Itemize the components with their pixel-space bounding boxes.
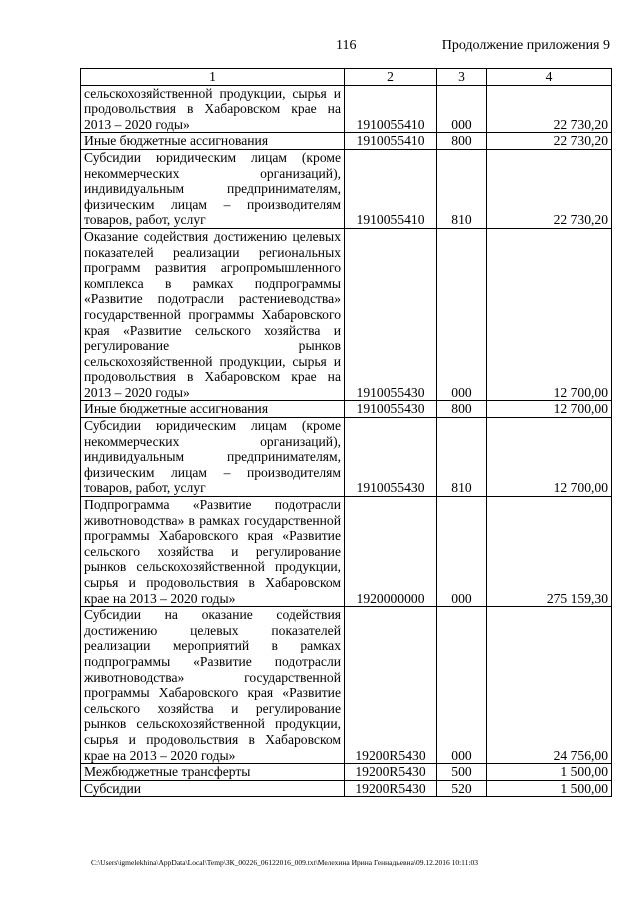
- row-amount: 12 700,00: [487, 418, 612, 497]
- row-expense-type: 000: [437, 228, 487, 401]
- row-amount: 1 500,00: [487, 780, 612, 797]
- row-expense-type: 810: [437, 149, 487, 228]
- table-row: [81, 780, 612, 797]
- column-header: 4: [487, 69, 612, 86]
- row-target-code: 1920000000: [345, 497, 437, 607]
- table-row: [81, 85, 612, 133]
- row-description: Субсидии юридическим лицам (кроме некоммерческих организаций), индивидуальным предпринимателям, физическим лицам – производителям товаров, работ, услуг: [81, 418, 345, 497]
- column-header: 1: [81, 69, 345, 86]
- row-description: сельскохозяйственной продукции, сырья и продовольствия в Хабаровском крае на 2013 – 2020 годы»: [81, 85, 345, 133]
- row-expense-type: 800: [437, 133, 487, 150]
- row-expense-type: 000: [437, 497, 487, 607]
- row-target-code: 19200R5430: [345, 764, 437, 781]
- table-row: [81, 228, 612, 401]
- row-expense-type: 000: [437, 85, 487, 133]
- row-description: Подпрограмма «Развитие подотрасли животноводства» в рамках государственной программы Хабаровского края «Развитие сельского хозяйства и регулирование рынков сельскохозяйственной продукции, сырья и продовольствия в Хабаровском крае на 2013 – 2020 годы»: [81, 497, 345, 607]
- row-description: Межбюджетные трансферты: [81, 764, 345, 781]
- row-amount: 22 730,20: [487, 85, 612, 133]
- table-row: [81, 401, 612, 418]
- row-target-code: 1910055410: [345, 149, 437, 228]
- appendix-continuation-title: Продолжение приложения 9: [441, 38, 610, 53]
- row-description: Иные бюджетные ассигнования: [81, 133, 345, 150]
- row-amount: 1 500,00: [487, 764, 612, 781]
- table-row: [81, 497, 612, 607]
- table-header-row: [81, 69, 612, 86]
- table-row: [81, 607, 612, 764]
- page-number: 116: [336, 38, 357, 53]
- row-amount: 12 700,00: [487, 401, 612, 418]
- row-expense-type: 800: [437, 401, 487, 418]
- row-description: Субсидии на оказание содействия достижению целевых показателей реализации мероприятий в рамках подпрограммы «Развитие подотрасли животноводства» государственной программы Хабаровского края «Развитие сельского хозяйства и регулирование рынков сельскохозяйственной продукции, сырья и продовольствия в Хабаровском крае на 2013 – 2020 годы»: [81, 607, 345, 764]
- row-target-code: 19200R5430: [345, 607, 437, 764]
- row-expense-type: 500: [437, 764, 487, 781]
- row-target-code: 19200R5430: [345, 780, 437, 797]
- row-expense-type: 520: [437, 780, 487, 797]
- budget-table: [80, 68, 612, 797]
- row-target-code: 1910055430: [345, 228, 437, 401]
- row-amount: 22 730,20: [487, 149, 612, 228]
- row-expense-type: 810: [437, 418, 487, 497]
- row-target-code: 1910055410: [345, 85, 437, 133]
- table-row: [81, 133, 612, 150]
- document-path-footer: C:\Users\igmelekhina\AppData\Local\Temp\ЗК_00226_06122016_009.txt\Мелехина Ирина Геннадьевна\09.12.2016 10:11:03: [91, 858, 478, 867]
- table-row: [81, 149, 612, 228]
- column-header: 3: [437, 69, 487, 86]
- row-amount: 24 756,00: [487, 607, 612, 764]
- row-target-code: 1910055430: [345, 401, 437, 418]
- row-description: Субсидии юридическим лицам (кроме некоммерческих организаций), индивидуальным предпринимателям, физическим лицам – производителям товаров, работ, услуг: [81, 149, 345, 228]
- row-description: Иные бюджетные ассигнования: [81, 401, 345, 418]
- row-target-code: 1910055410: [345, 133, 437, 150]
- column-header: 2: [345, 69, 437, 86]
- row-amount: 22 730,20: [487, 133, 612, 150]
- row-description: Субсидии: [81, 780, 345, 797]
- row-expense-type: 000: [437, 607, 487, 764]
- row-target-code: 1910055430: [345, 418, 437, 497]
- row-amount: 12 700,00: [487, 228, 612, 401]
- table-row: [81, 764, 612, 781]
- row-description: Оказание содействия достижению целевых показателей реализации региональных программ развития агропромышленного комплекса в рамках подпрограммы «Развитие подотрасли растениеводства» государственной программы Хабаровского края «Развитие сельского хозяйства и регулирование рынков сельскохозяйственной продукции, сырья и продовольствия в Хабаровском крае на 2013 – 2020 годы»: [81, 228, 345, 401]
- table-row: [81, 418, 612, 497]
- row-amount: 275 159,30: [487, 497, 612, 607]
